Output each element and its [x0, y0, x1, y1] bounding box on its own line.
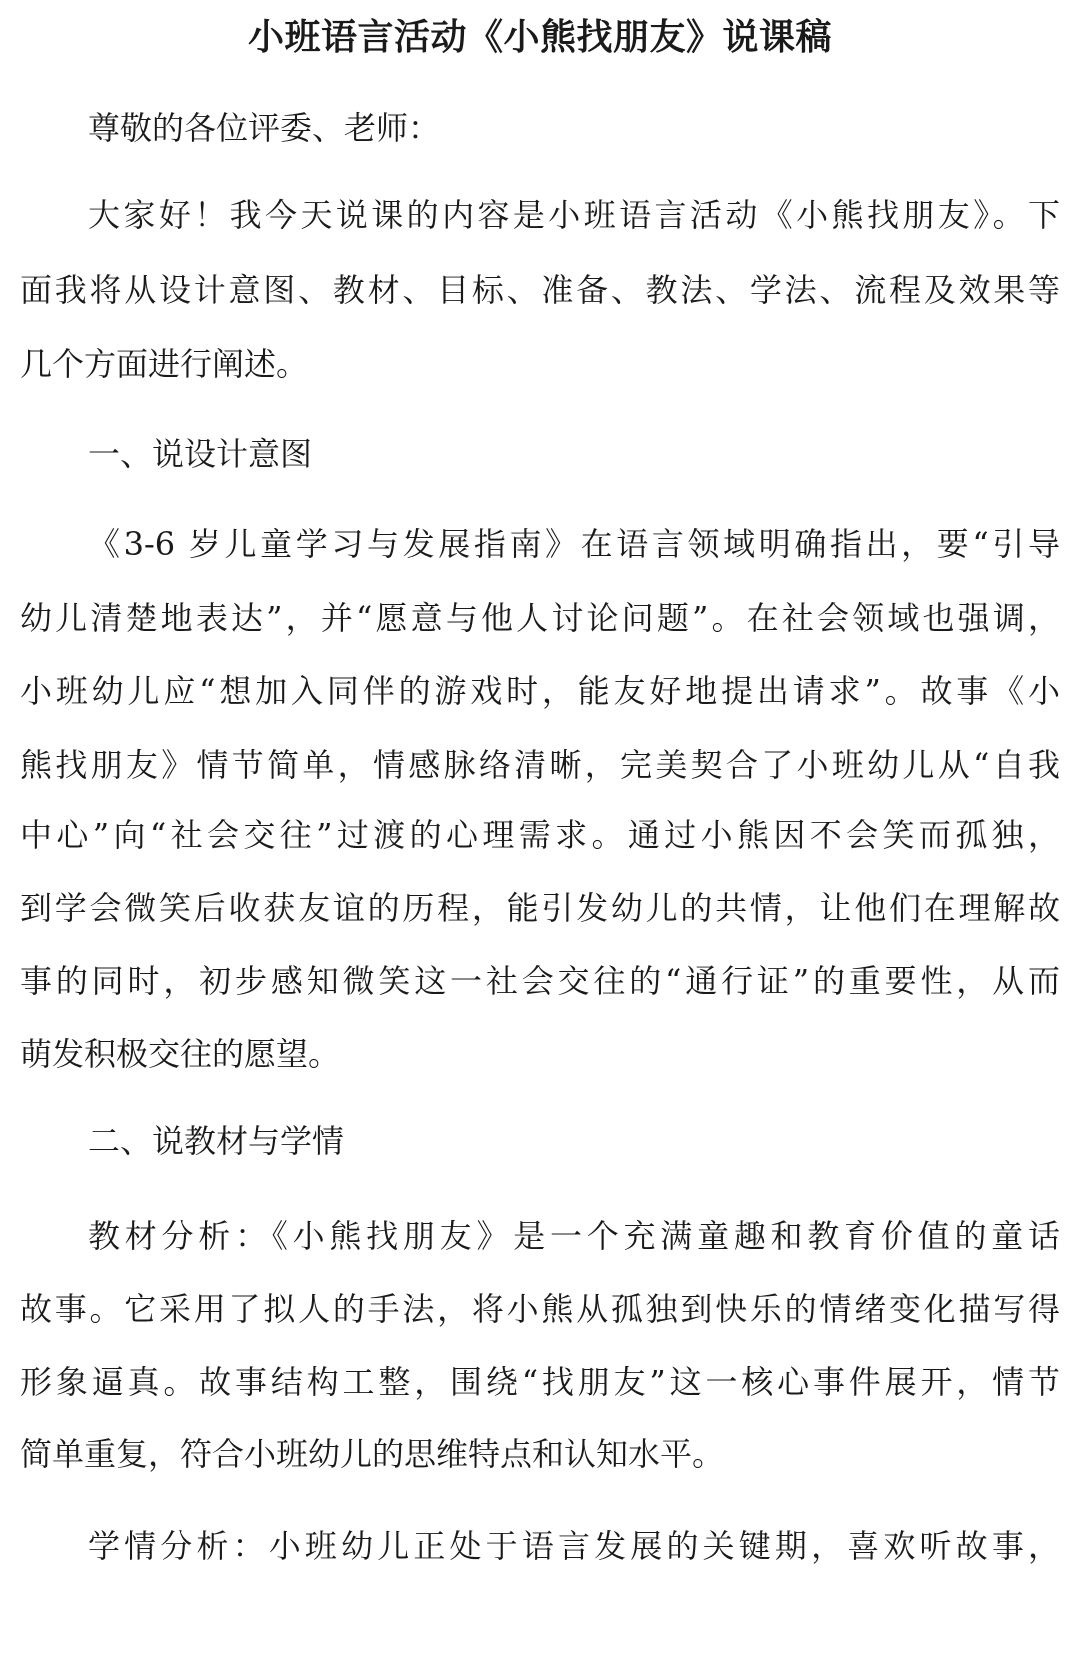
learner-analysis-line: 学情分析：小班幼儿正处于语言发展的关键期，喜欢听故事， [88, 1527, 1060, 1565]
salutation: 尊敬的各位评委、老师： [88, 109, 441, 147]
document-title: 小班语言活动《小熊找朋友》说课稿 [247, 17, 832, 58]
material-analysis-line: 简单重复，符合小班幼儿的思维特点和认知水平。 [20, 1435, 725, 1473]
material-analysis-line: 形象逼真。故事结构工整，围绕“找朋友”这一核心事件展开，情节 [20, 1363, 1060, 1401]
section1-line: 萌发积极交往的愿望。 [20, 1035, 341, 1073]
material-analysis-line: 故事。它采用了拟人的手法，将小熊从孤独到快乐的情绪变化描写得 [20, 1290, 1060, 1328]
intro-line: 大家好！我今天说课的内容是小班语言活动《小熊找朋友》。下 [88, 196, 1060, 234]
intro-line: 面我将从设计意图、教材、目标、准备、教法、学法、流程及效果等 [20, 271, 1060, 309]
section1-line: 小班幼儿应“想加入同伴的游戏时，能友好地提出请求”。故事《小 [20, 672, 1060, 710]
section-heading-material: 二、说教材与学情 [88, 1122, 345, 1160]
section1-line: 中心”向“社会交往”过渡的心理需求。通过小熊因不会笑而孤独， [20, 816, 1060, 854]
section1-line: 幼儿清楚地表达”，并“愿意与他人讨论问题”。在社会领域也强调， [20, 599, 1060, 637]
section1-line: 到学会微笑后收获友谊的历程，能引发幼儿的共情，让他们在理解故 [20, 889, 1060, 927]
section1-line: 事的同时，初步感知微笑这一社会交往的“通行证”的重要性，从而 [20, 962, 1060, 1000]
material-analysis-line: 教材分析：《小熊找朋友》是一个充满童趣和教育价值的童话 [88, 1217, 1060, 1255]
section1-line: 熊找朋友》情节简单，情感脉络清晰，完美契合了小班幼儿从“自我 [20, 746, 1060, 784]
section1-line: 《3-6 岁儿童学习与发展指南》在语言领域明确指出，要“引导 [88, 525, 1060, 563]
intro-line: 几个方面进行阐述。 [20, 345, 309, 383]
section-heading-design: 一、说设计意图 [88, 435, 313, 473]
